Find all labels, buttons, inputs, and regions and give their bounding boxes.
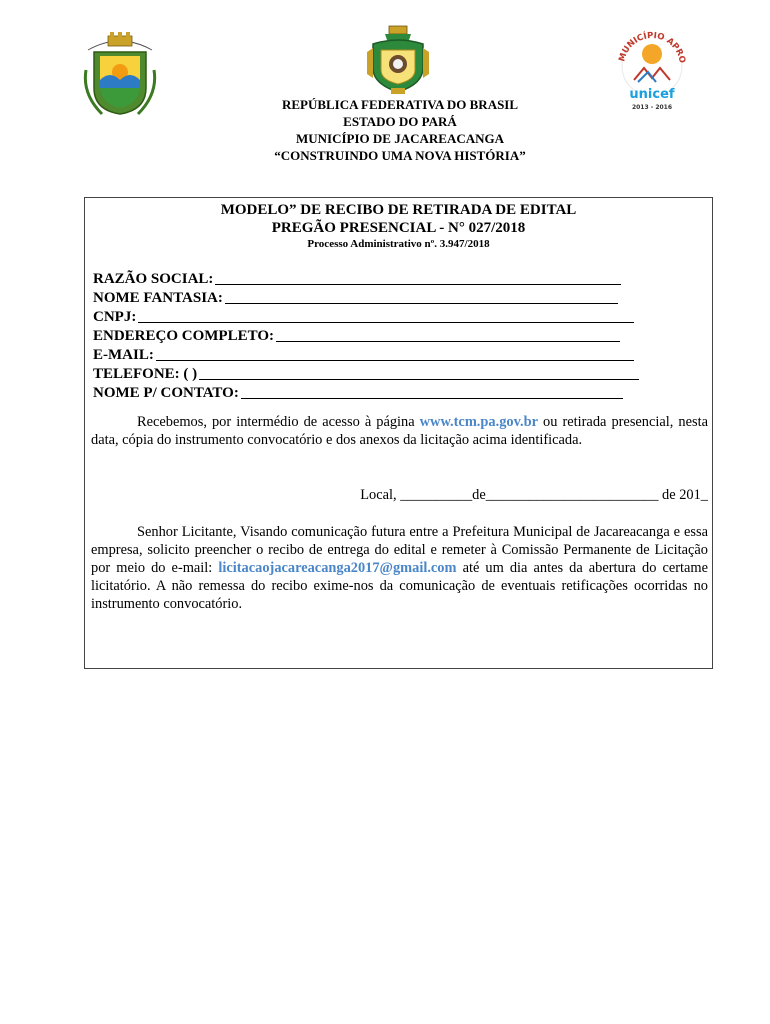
field-label: CNPJ:: [93, 309, 137, 325]
field-label: NOME FANTASIA:: [93, 290, 223, 306]
field-email[interactable]: [93, 345, 705, 364]
field-cnpj[interactable]: [93, 307, 705, 326]
field-nome-contato[interactable]: [93, 383, 705, 402]
field-endereco-completo[interactable]: [93, 326, 705, 345]
badge-years-text: 2013 - 2016: [631, 104, 673, 111]
fill-line[interactable]: [215, 270, 621, 285]
receipt-title: MODELO” DE RECIBO DE RETIRADA DE EDITAL: [220, 202, 577, 218]
field-razao-social[interactable]: [93, 269, 705, 288]
receipt-form-box: [84, 197, 713, 669]
field-label: NOME P/ CONTATO:: [93, 385, 239, 401]
paragraph-text: até um dia antes da abertura do certame licitatório. A não remessa do recibo exime-nos da comunicação de eventuais retificações ocorridas no instrumento convocatório.: [91, 560, 708, 612]
field-label: E-MAIL:: [93, 347, 154, 363]
paragraph-text: ou retirada presencial, nesta data, cópia do instrumento convocatório e dos anexos da licitação acima identificada.: [91, 414, 708, 448]
unicef-text: unicef: [629, 87, 675, 102]
field-nome-fantasia[interactable]: [93, 288, 705, 307]
field-telefone[interactable]: [93, 364, 705, 383]
fill-line[interactable]: [276, 327, 620, 342]
fill-line[interactable]: [156, 346, 634, 361]
receipt-paragraph: [91, 413, 708, 449]
fill-line[interactable]: [138, 308, 634, 323]
badge-arc-text: MUNICÍPIO APRO: [617, 30, 687, 64]
pregao-number: PREGÃO PRESENCIAL - N° 027/2018: [271, 220, 526, 236]
paragraph-text: Senhor Licitante, Visando comunicação futura entre a Prefeitura Municipal de Jacareacanga e essa empresa, solicito preencher o recibo de entrega do edital e remeter à Comissão Permanente de Licitação por meio do e-mail:: [91, 524, 708, 576]
contact-email-link[interactable]: licitacaojacareacanga2017@gmail.com: [218, 560, 457, 576]
header-line-motto: “CONSTRUINDO UMA NOVA HISTÓRIA”: [274, 148, 526, 163]
form-fields: [93, 269, 705, 402]
fill-line[interactable]: [241, 384, 623, 399]
process-number: Processo Administrativo nº. 3.947/2018: [307, 238, 490, 250]
header-line-republic: REPÚBLICA FEDERATIVA DO BRASIL: [281, 97, 519, 112]
instructions-paragraph: [91, 523, 708, 613]
paragraph-text: Recebemos, por intermédio de acesso à página: [137, 414, 420, 430]
header-line-state: ESTADO DO PARÁ: [343, 114, 457, 129]
fill-line[interactable]: [199, 365, 639, 380]
fill-line[interactable]: [225, 289, 618, 304]
field-label: ENDEREÇO COMPLETO:: [93, 328, 274, 344]
header-line-municipality: MUNICÍPIO DE JACAREACANGA: [296, 131, 504, 146]
tcm-website-link[interactable]: www.tcm.pa.gov.br: [419, 414, 538, 430]
field-label: TELEFONE: ( ): [93, 366, 198, 382]
local-date-line: Local, __________de________________________ de 201_: [360, 487, 708, 503]
field-label: RAZÃO SOCIAL:: [93, 271, 214, 287]
document-header: [85, 96, 715, 164]
para-state-coat-of-arms-logo: [365, 22, 431, 96]
